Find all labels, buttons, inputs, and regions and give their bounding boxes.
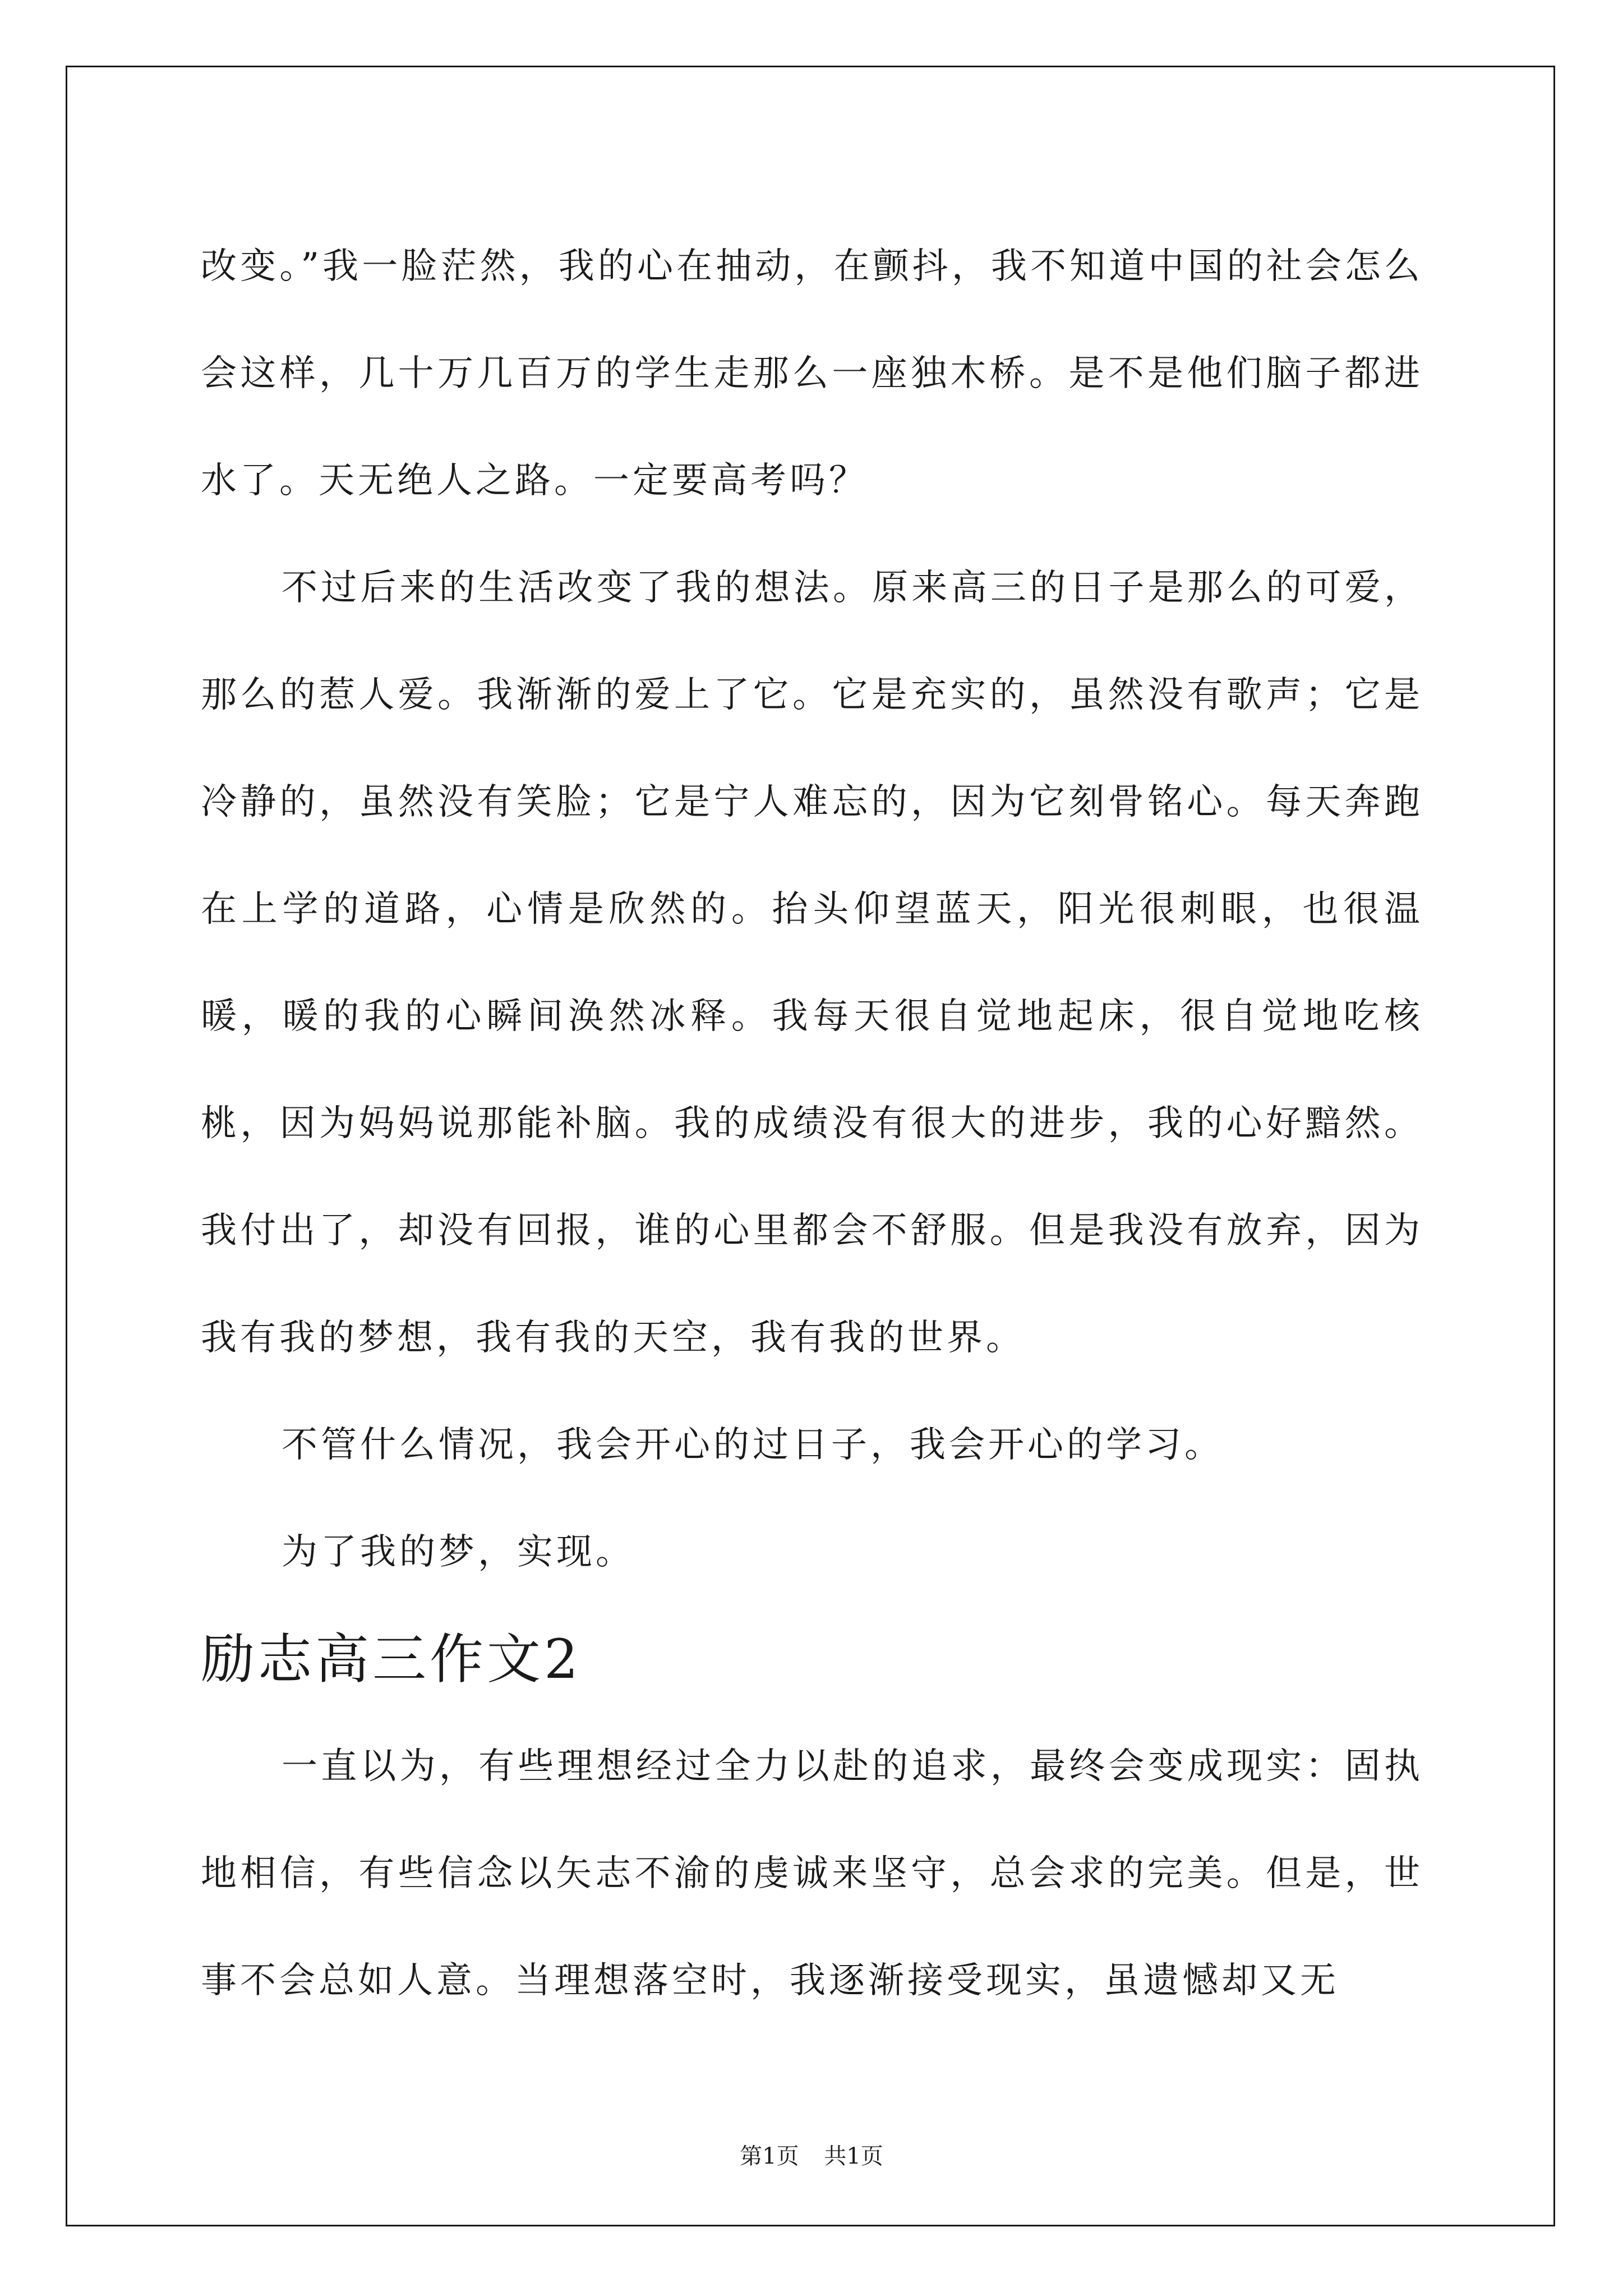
paragraph-5: 一直以为，有些理想经过全力以赴的追求，最终会变成现实：固执地相信，有些信念以矢志不渝的虔诚来坚守，总会求的完美。但是，世事不会总如人意。当理想落空时，我逐渐接受现实，虽遗憾却又无 bbox=[201, 1746, 1423, 2001]
paragraph-2: 不过后来的生活改变了我的想法。原来高三的日子是那么的可爱，那么的惹人爱。我渐渐的爱上了它。它是充实的，虽然没有歌声；它是冷静的，虽然没有笑脸；它是宁人难忘的，因为它刻骨铭心。每天奔跑在上学的道路，心情是欣然的。抬头仰望蓝天，阳光很刺眼，也很温暖，暖的我的心瞬间涣然冰释。我每天很自觉地起床，很自觉地吃核桃，因为妈妈说那能补脑。我的成绩没有很大的进步，我的心好黯然。我付出了，却没有回报，谁的心里都会不舒服。但是我没有放弃，因为我有我的梦想，我有我的天空，我有我的世界。 bbox=[201, 567, 1423, 1359]
page-number-total: 共1页 bbox=[824, 2143, 883, 2169]
page-number-current: 第1页 bbox=[740, 2143, 799, 2169]
paragraph-4: 为了我的梦，实现。 bbox=[282, 1531, 635, 1573]
document-body bbox=[201, 213, 1423, 2035]
section-heading: 励志高三作文2 bbox=[201, 1628, 582, 1691]
paragraph-3: 不管什么情况，我会开心的过日子，我会开心的学习。 bbox=[282, 1424, 1224, 1466]
page-footer bbox=[0, 2138, 1623, 2170]
paragraph-1: 改变。”我一脸茫然，我的心在抽动，在颤抖，我不知道中国的社会怎么会这样，几十万几百万的学生走那么一座独木桥。是不是他们脑子都进水了。天无绝人之路。一定要高考吗？ bbox=[201, 246, 1423, 501]
